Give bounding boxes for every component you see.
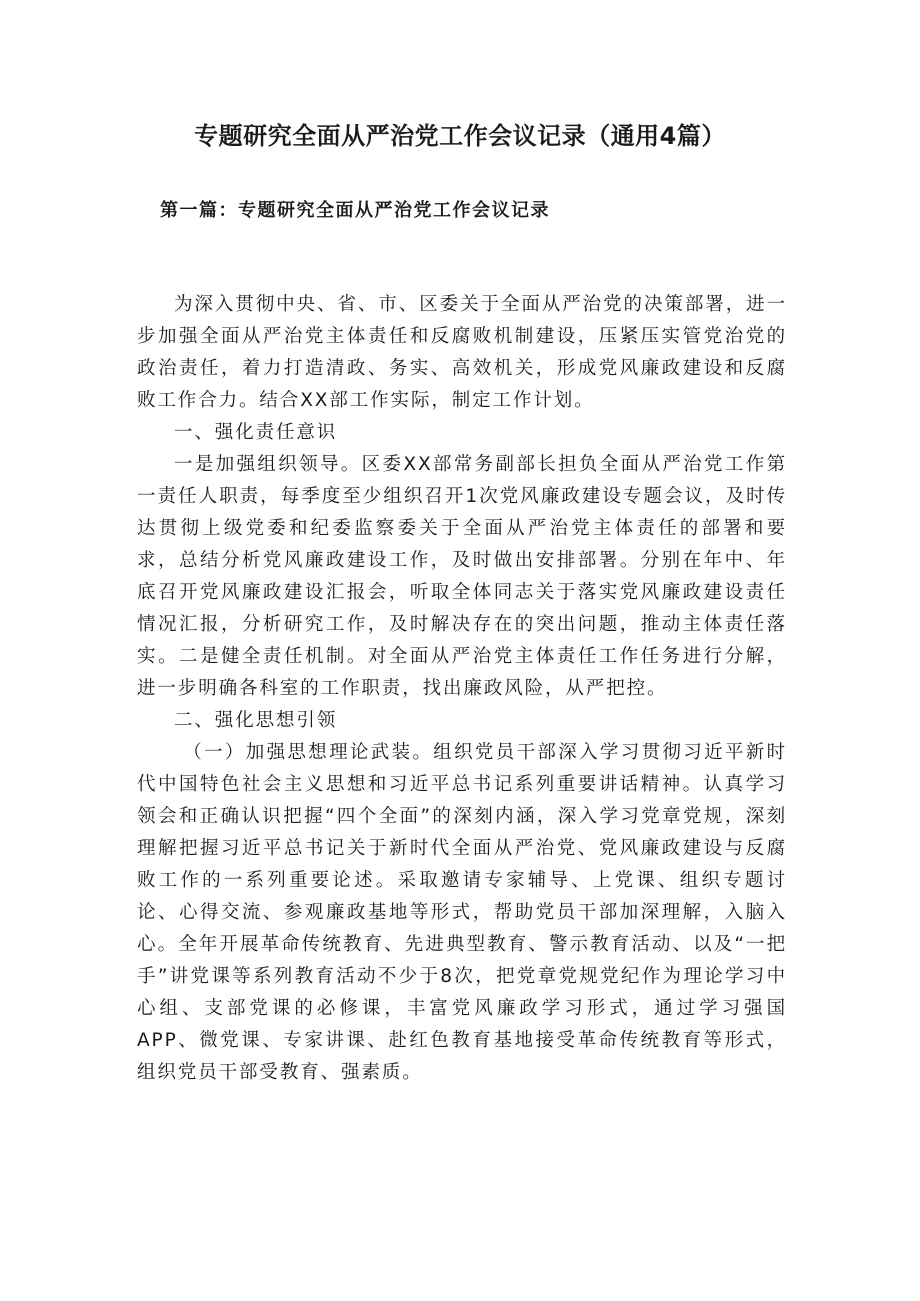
section-heading-2: 二、强化思想引领 [174, 710, 338, 731]
paragraph-responsibility: 一是加强组织领导。区委XX部常务副部长担负全面从严治党工作第一责任人职责，每季度至少组织召开1次党风廉政建设专题会议，及时传达贯彻上级党委和纪委监察委关于全面从严治党主体责任的部署和要求，总结分析党风廉政建设工作，及时做出安排部署。分别在年中、年底召开党风廉政建设汇报会，听取全体同志关于落实党风廉政建设责任情况汇报，分析研究工作，及时解决存在的突出问题，推动主体责任落实。二是健全责任机制。对全面从严治党主体责任工作任务进行分解，进一步明确各科室的工作职责，找出廉政风险，从严把控。 [137, 454, 787, 699]
section-subtitle: 第一篇：专题研究全面从严治党工作会议记录 [160, 200, 550, 221]
page-title: 专题研究全面从严治党工作会议记录（通用4篇） [194, 122, 726, 150]
paragraph-intro: 为深入贯彻中央、省、市、区委关于全面从严治党的决策部署，进一步加强全面从严治党主体责任和反腐败机制建设，压紧压实管党治党的政治责任，着力打造清政、务实、高效机关，形成党风廉政建设和反腐败工作合力。结合XX部工作实际，制定工作计划。 [137, 294, 787, 411]
paragraph-ideology: （一）加强思想理论武装。组织党员干部深入学习贯彻习近平新时代中国特色社会主义思想和习近平总书记系列重要讲话精神。认真学习领会和正确认识把握“四个全面”的深刻内涵，深入学习党章党规，深刻理解把握习近平总书记关于新时代全面从严治党、党风廉政建设与反腐败工作的一系列重要论述。采取邀请专家辅导、上党课、组织专题讨论、心得交流、参观廉政基地等形式，帮助党员干部加深理解，入脑入心。全年开展革命传统教育、先进典型教育、警示教育活动、以及“一把手”讲党课等系列教育活动不少于8次，把党章党规党纪作为理论学习中心组、支部党课的必修课，丰富党风廉政学习形式，通过学习强国APP、微党课、专家讲课、赴红色教育基地接受革命传统教育等形式，组织党员干部受教育、强素质。 [137, 742, 787, 1083]
document-body [137, 289, 787, 1089]
section-heading-1: 一、强化责任意识 [174, 422, 338, 443]
